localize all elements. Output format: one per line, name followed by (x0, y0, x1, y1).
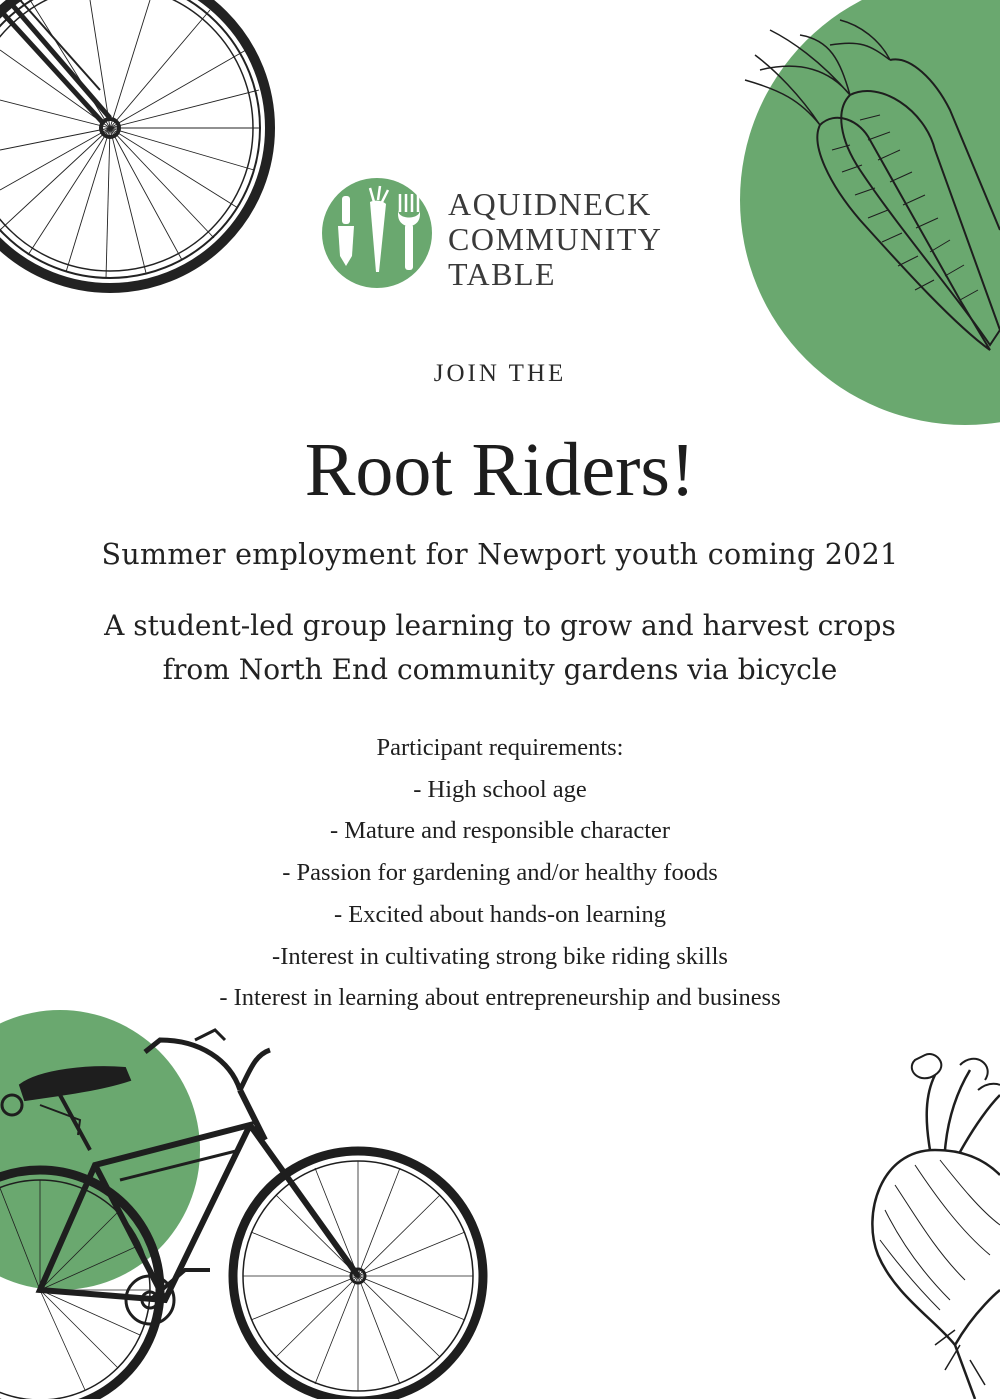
bicycle-illustration (0, 1010, 483, 1399)
logo-wordmark (448, 187, 662, 292)
list-item: - Interest in learning about entrepreneurship and business (219, 984, 781, 1012)
list-item: - Excited about hands-on learning (333, 900, 666, 928)
logo-line-3: TABLE (448, 256, 557, 292)
requirements-list (0, 727, 1000, 1019)
beet-illustration (872, 1054, 1000, 1399)
bicycle-wheel-illustration (0, 0, 270, 288)
requirements-heading: Participant requirements: (376, 734, 624, 761)
description-line-1: A student-led group learning to grow and harvest crops (104, 609, 896, 642)
description-line-2: from North End community gardens via bicycle (162, 653, 838, 686)
trowel-carrot-fork-icon (322, 178, 432, 288)
logo-line-2: COMMUNITY (448, 221, 663, 257)
logo-line-1: AQUIDNECK (448, 186, 652, 222)
list-item: - High school age (413, 775, 587, 803)
program-description (0, 604, 1000, 692)
page-title: Root Riders! (304, 428, 696, 512)
list-item: -Interest in cultivating strong bike riding skills (272, 942, 728, 970)
organization-logo (322, 178, 702, 292)
list-item: - Passion for gardening and/or healthy foods (282, 859, 718, 887)
list-item: - Mature and responsible character (329, 817, 671, 845)
subtitle: Summer employment for Newport youth coming 2021 (101, 538, 899, 571)
eyebrow-heading: JOIN THE (433, 360, 567, 387)
